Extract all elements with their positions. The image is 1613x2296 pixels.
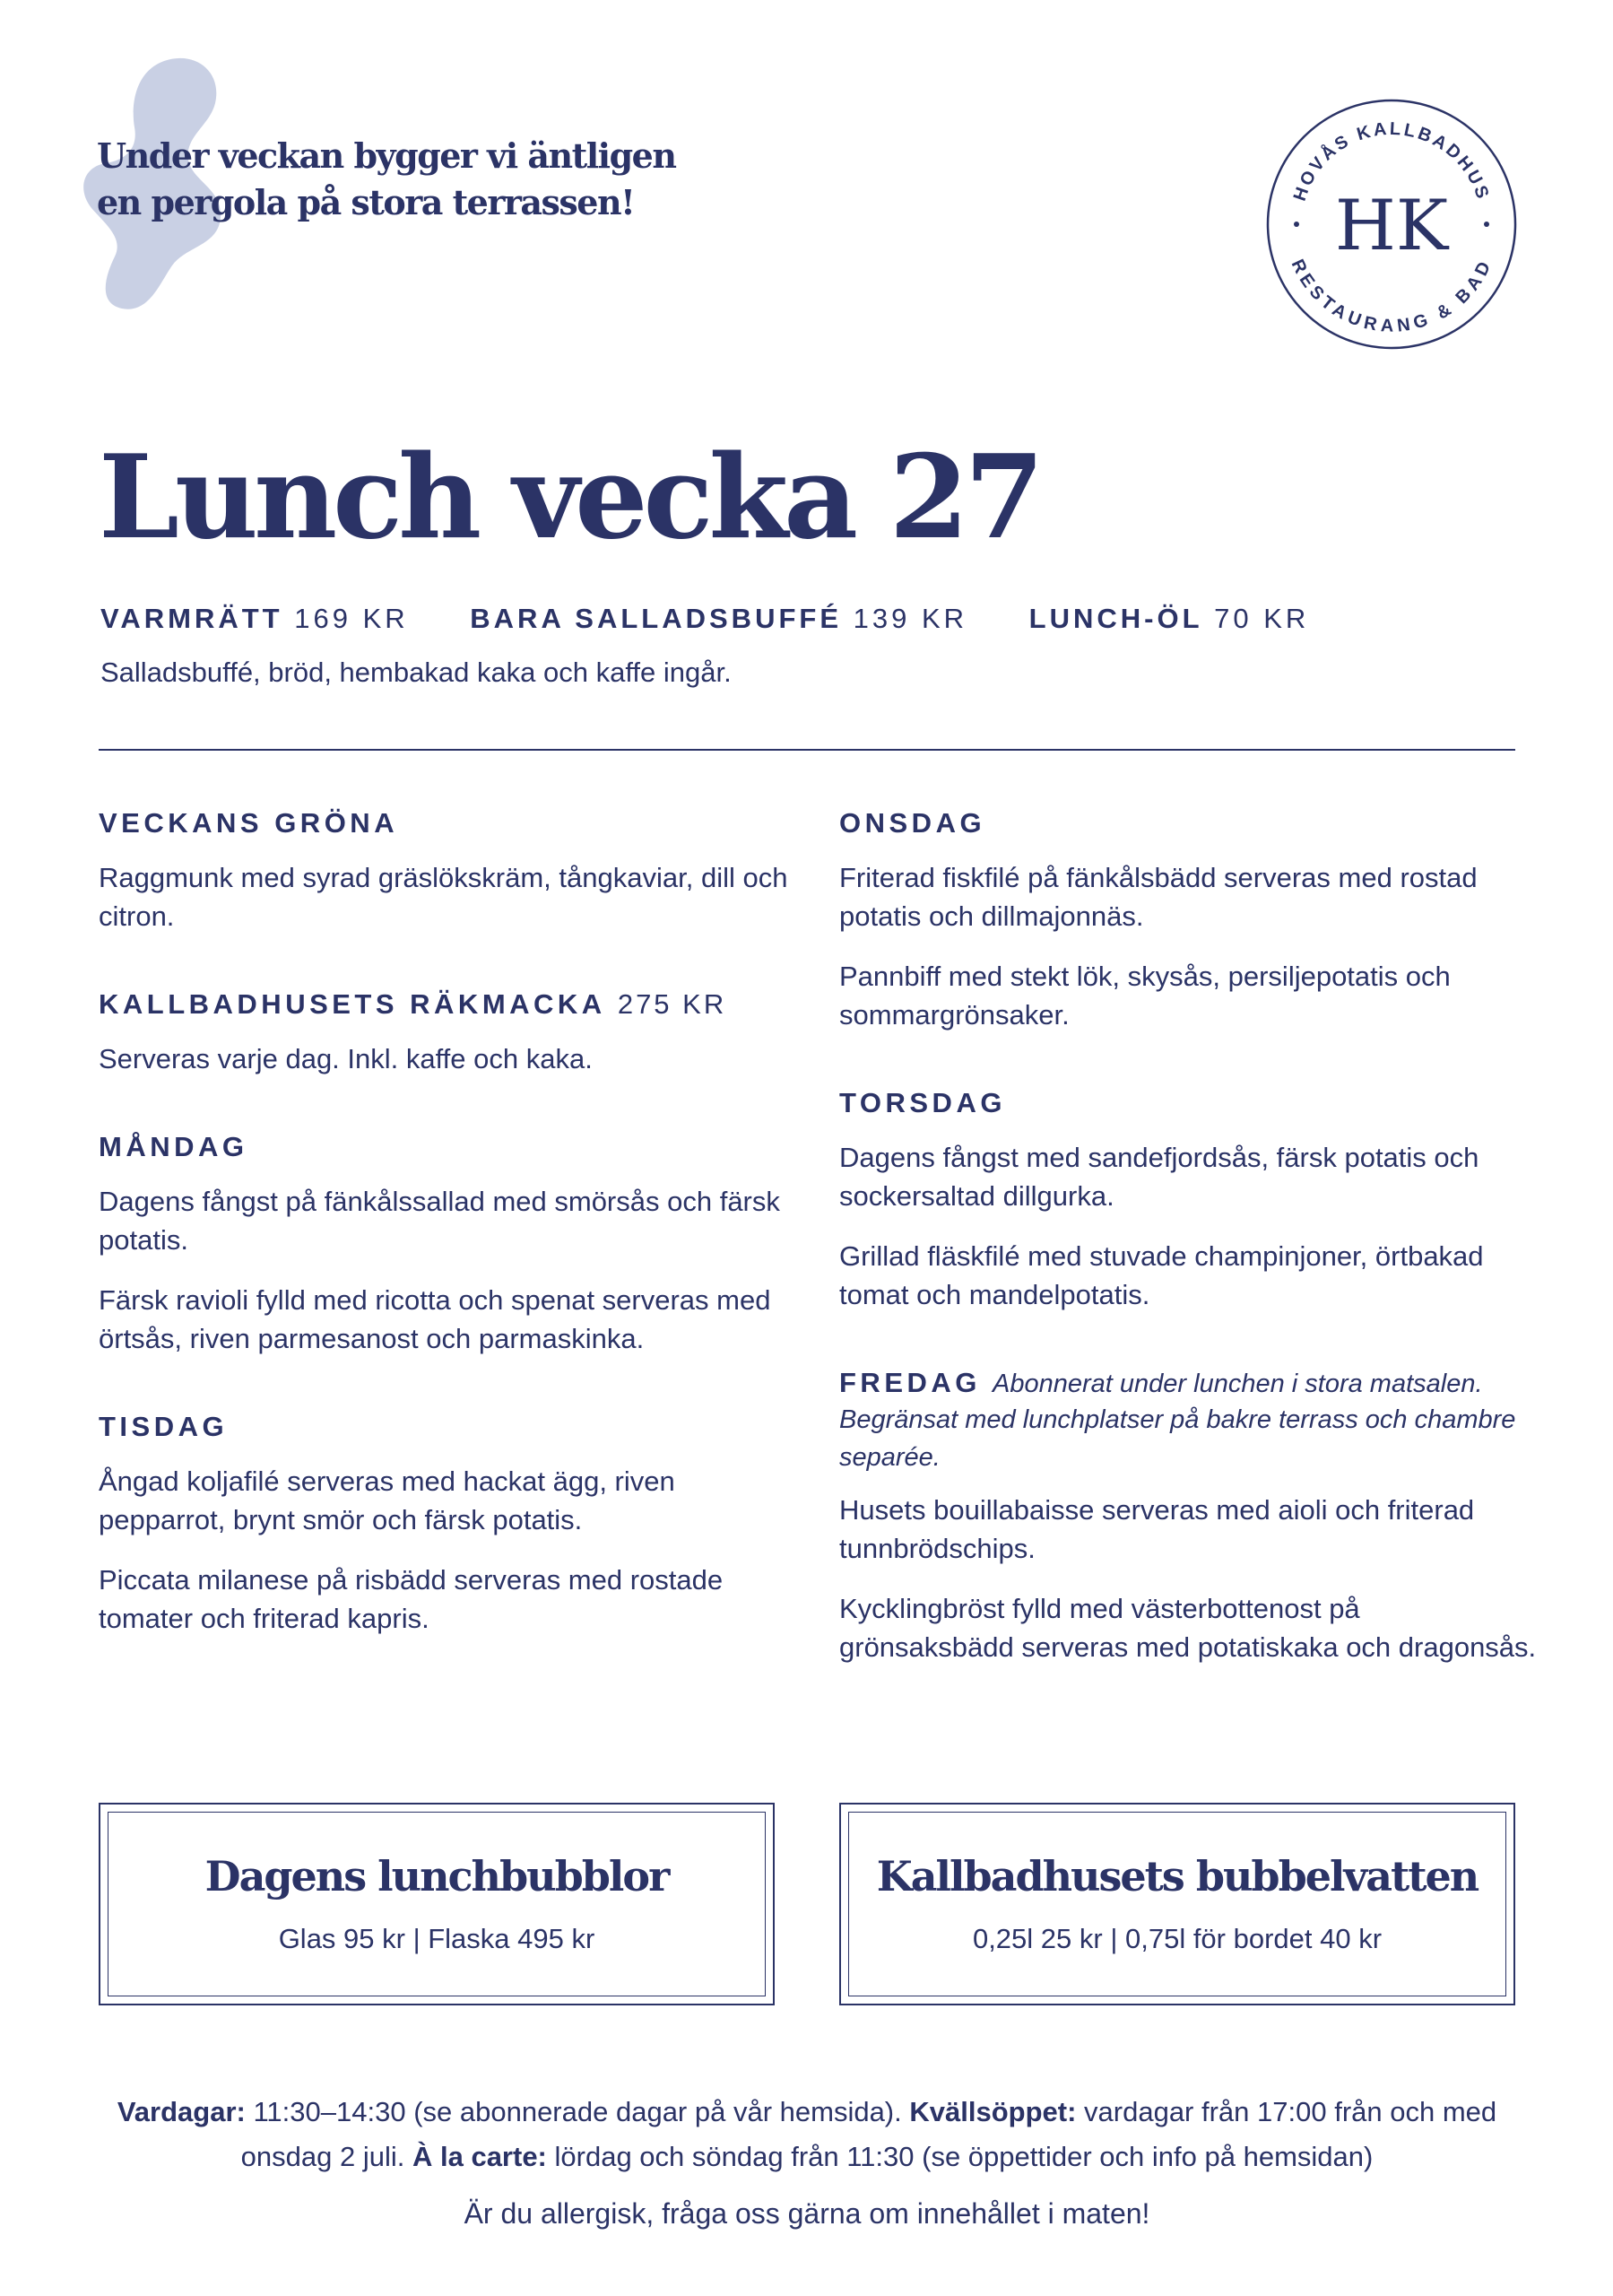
section-heading: MÅNDAG (99, 1131, 248, 1162)
price-label-main-course: VARMRÄTT (100, 603, 283, 634)
weekdays-hours: 11:30–14:30 (se abonnerade dagar på vår hemsida). (253, 2096, 902, 2127)
box-price: 0,25l 25 kr | 0,75l för bordet 40 kr (972, 1923, 1383, 1954)
dish-item: Färsk ravioli fylld med ricotta och spenat serveras med örtsås, riven parmesanost och parmaskinka. (99, 1284, 771, 1354)
sparkling-water-box (839, 1803, 1515, 2005)
price-label-salad-buffet: BARA SALLADSBUFFÉ (470, 603, 843, 634)
price-main-course: 169 KR (294, 603, 409, 634)
box-title: Dagens lunchbubblor (204, 1852, 669, 1900)
section-mandag (99, 1126, 798, 1358)
price-label-lunch-beer: LUNCH-ÖL (1028, 603, 1203, 634)
price-lunch-beer: 70 KR (1214, 603, 1310, 634)
logo-top-text: HOVÅS KALLBADHUS (1289, 118, 1494, 204)
section-rakmacka (99, 984, 798, 1078)
section-veckans-grona (99, 803, 798, 935)
menu-column-right (839, 803, 1539, 1715)
logo-bottom-text: RESTAURANG & BAD (1287, 256, 1496, 336)
logo-monogram: HK (1334, 186, 1449, 266)
section-tisdag (99, 1406, 798, 1638)
dish-item: Piccata milanese på risbädd serveras med rostade tomater och friterad kapris. (99, 1564, 724, 1634)
box-title: Kallbadhusets bubbelvatten (876, 1852, 1479, 1900)
dish-item: Grillad fläskfilé med stuvade champinjoner, örtbakad tomat och mandelpotatis. (839, 1240, 1484, 1310)
announcement-line-1: Under veckan bygger vi äntligen (97, 135, 676, 176)
alacarte-label: À la carte: (412, 2141, 547, 2172)
dish-item: Husets bouillabaisse serveras med aioli och friterad tunnbrödschips. (839, 1494, 1475, 1564)
opening-hours (90, 2090, 1524, 2179)
announcement-line-2: en pergola på stora terrassen! (97, 182, 635, 222)
box-price: Glas 95 kr | Flaska 495 kr (278, 1923, 595, 1954)
evening-label: Kvällsöppet: (909, 2096, 1077, 2127)
dish-item: Dagens fångst på fänkålssallad med smörsås och färsk potatis. (99, 1186, 780, 1256)
section-heading: KALLBADHUSETS RÄKMACKA 275 KR (99, 988, 727, 1020)
rakmacka-price: 275 KR (617, 988, 727, 1020)
fredag-note: Begränsat med lunchplatser på bakre terrass och chambre separée. (839, 1405, 1516, 1472)
dish-item: Serveras varje dag. Inkl. kaffe och kaka. (99, 1043, 593, 1074)
includes-text: Salladsbuffé, bröd, hembakad kaka och kaffe ingår. (100, 657, 732, 688)
dish-item: Dagens fångst med sandefjordsås, färsk potatis och sockersaltad dillgurka. (839, 1142, 1479, 1212)
allergy-notice: Är du allergisk, fråga oss gärna om innehållet i maten! (464, 2197, 1150, 2230)
dish-item: Kycklingbröst fylld med västerbottenost på grönsaksbädd serveras med potatiskaka och dragonsås. (839, 1593, 1537, 1663)
dish-item: Pannbiff med stekt lök, skysås, persiljepotatis och sommargrönsaker. (839, 961, 1451, 1031)
restaurant-seal-logo (1264, 97, 1519, 352)
lunch-bubbles-box (99, 1803, 775, 2005)
fredag-note-inline: Abonnerat under lunchen i stora matsalen. (993, 1370, 1483, 1398)
menu-column-left (99, 803, 798, 1686)
price-line (100, 603, 1309, 635)
dish-item: Ångad koljafilé serveras med hackat ägg, riven pepparrot, brynt smör och färsk potatis. (99, 1465, 675, 1535)
dish-item: Friterad fiskfilé på fänkålsbädd serveras med rostad potatis och dillmajonnäs. (839, 862, 1478, 932)
section-heading: ONSDAG (839, 807, 986, 839)
dish-item: Raggmunk med syrad gräslökskräm, tångkaviar, dill och citron. (99, 862, 788, 932)
alacarte-hours: lördag och söndag från 11:30 (se öppettider och info på hemsidan) (554, 2141, 1374, 2172)
page-title: Lunch vecka 27 (99, 430, 1040, 565)
price-salad-buffet: 139 KR (853, 603, 968, 634)
section-onsdag (839, 803, 1539, 1034)
section-heading: VECKANS GRÖNA (99, 807, 399, 839)
section-heading: FREDAG Abonnerat under lunchen i stora matsalen. (839, 1367, 1483, 1398)
weekdays-label: Vardagar: (117, 2096, 246, 2127)
section-fredag (839, 1362, 1539, 1666)
evening-hours: vardagar från 17:00 från och med onsdag 2 juli. (240, 2096, 1497, 2172)
announcement-note (97, 133, 675, 226)
section-heading: TISDAG (99, 1411, 229, 1442)
section-heading: TORSDAG (839, 1087, 1006, 1118)
divider-line (99, 749, 1515, 751)
section-torsdag (839, 1083, 1539, 1314)
